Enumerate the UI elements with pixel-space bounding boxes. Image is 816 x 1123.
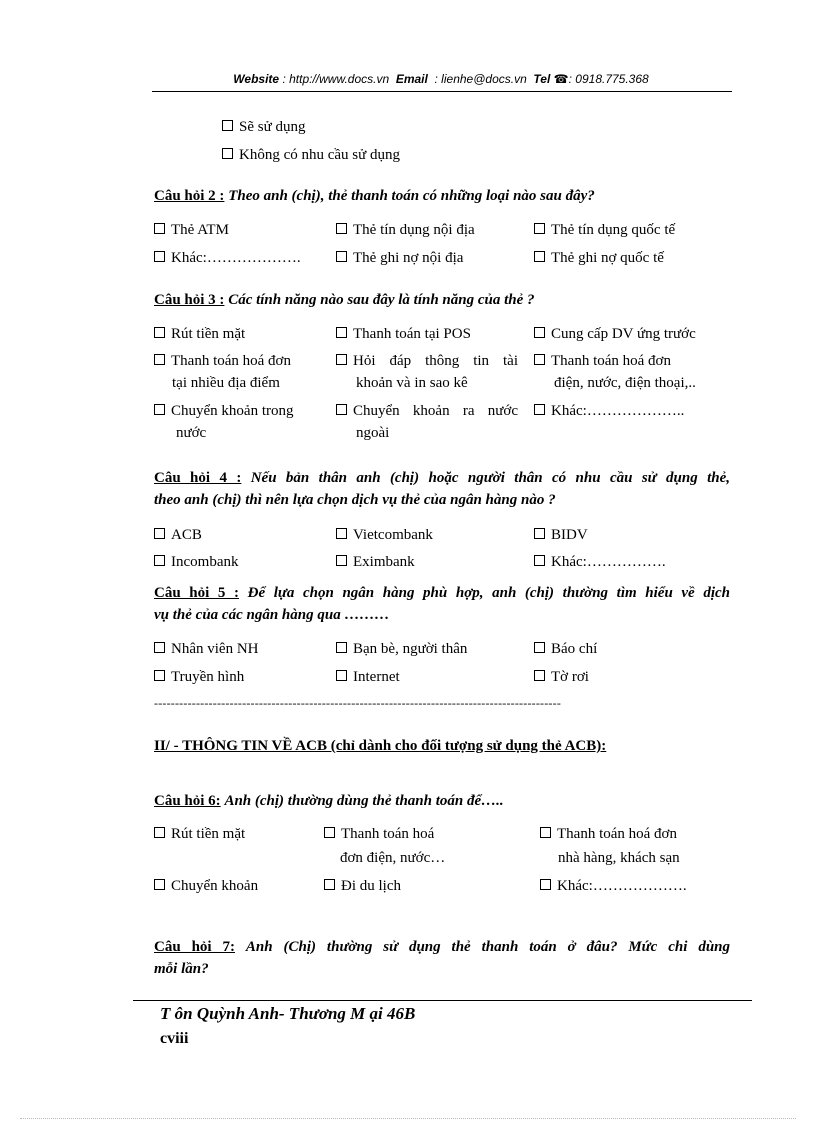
- checkbox-icon[interactable]: [324, 879, 335, 890]
- q2-option[interactable]: Thẻ ATM: [154, 221, 229, 239]
- checkbox-icon[interactable]: [540, 827, 551, 838]
- checkbox-icon[interactable]: [154, 354, 165, 365]
- q4-line1: Nếu bản thân anh (chị) hoặc người thân có nhu cầu sử dụng thẻ,: [250, 470, 731, 486]
- q4-option[interactable]: Eximbank: [336, 553, 415, 571]
- checkbox-icon[interactable]: [222, 120, 233, 131]
- q6-option[interactable]: Rút tiền mặt: [154, 825, 245, 843]
- section-2-title: II/ - THÔNG TIN VỀ ACB (chỉ dành cho đối tượng sử dụng thẻ ACB):: [154, 738, 607, 754]
- checkbox-icon[interactable]: [154, 327, 165, 338]
- q3-option[interactable]: Hỏi đáp thông tin tài khoản và in sao kê: [336, 352, 518, 392]
- q6-text: Anh (chị) thường dùng thẻ thanh toán để…..: [224, 793, 504, 809]
- email-label: Email: [395, 72, 428, 86]
- checkbox-icon[interactable]: [534, 354, 545, 365]
- checkbox-icon[interactable]: [336, 354, 347, 365]
- q4-label: Câu hỏi 4 :: [154, 470, 242, 486]
- q2-label: Câu hỏi 2 :: [154, 188, 225, 204]
- checkbox-icon[interactable]: [540, 879, 551, 890]
- q4-option[interactable]: ACB: [154, 526, 202, 544]
- website-label: Website: [233, 72, 280, 86]
- q4-option[interactable]: Incombank: [154, 553, 238, 571]
- q5-option[interactable]: Nhân viên NH: [154, 640, 258, 658]
- q2-option[interactable]: Thẻ ghi nợ nội địa: [336, 249, 463, 267]
- checkbox-icon[interactable]: [154, 404, 165, 415]
- q2-option[interactable]: Thẻ ghi nợ quốc tế: [534, 249, 664, 267]
- q4-option[interactable]: Vietcombank: [336, 526, 433, 544]
- checkbox-icon[interactable]: [534, 670, 545, 681]
- q2-text: Theo anh (chị), thẻ thanh toán có những loại nào sau đây?: [228, 188, 595, 204]
- q2-option[interactable]: Khác:……………….: [154, 249, 301, 267]
- page-edge-dots: [20, 1118, 796, 1119]
- q3-option[interactable]: Cung cấp DV ứng trước: [534, 325, 696, 343]
- q5-line1: Để lựa chọn ngân hàng phù hợp, anh (chị) thường tìm hiểu về dịch: [247, 585, 730, 601]
- q7-label: Câu hỏi 7:: [154, 939, 235, 955]
- q6-option[interactable]: Đi du lịch: [324, 877, 401, 895]
- q4-option[interactable]: Khác:…………….: [534, 553, 666, 571]
- checkbox-icon[interactable]: [534, 251, 545, 262]
- checkbox-icon[interactable]: [154, 827, 165, 838]
- q3-text: Các tính năng nào sau đây là tính năng của thẻ ?: [228, 292, 535, 308]
- q5-line2: vụ thẻ của các ngân hàng qua ………: [154, 607, 390, 623]
- q6-question: [154, 790, 504, 812]
- checkbox-icon[interactable]: [154, 670, 165, 681]
- q3-option[interactable]: Thanh toán hoá đơn điện, nước, điện thoại,..: [534, 352, 734, 392]
- checkbox-icon[interactable]: [154, 251, 165, 262]
- q4-question: [154, 467, 730, 511]
- q3-option[interactable]: Thanh toán hoá đơn tại nhiều địa điểm: [154, 352, 322, 392]
- checkbox-icon[interactable]: [534, 642, 545, 653]
- q6-label: Câu hỏi 6:: [154, 793, 221, 809]
- checkbox-icon[interactable]: [336, 642, 347, 653]
- q5-option[interactable]: Internet: [336, 668, 400, 686]
- q6-option[interactable]: Chuyển khoản: [154, 877, 258, 895]
- header-rule: [152, 91, 732, 92]
- checkbox-icon[interactable]: [222, 148, 233, 159]
- checkbox-icon[interactable]: [534, 528, 545, 539]
- q2-option[interactable]: Thẻ tín dụng quốc tế: [534, 221, 675, 239]
- tel-value: : 0918.775.368: [568, 72, 649, 86]
- footer-rule: [133, 1000, 752, 1001]
- q2-option[interactable]: Thẻ tín dụng nội địa: [336, 221, 475, 239]
- page-number: cviii: [160, 1030, 189, 1047]
- checkbox-icon[interactable]: [154, 879, 165, 890]
- checkbox-icon[interactable]: [336, 404, 347, 415]
- q4-option[interactable]: BIDV: [534, 526, 588, 544]
- website-value: : http://www.docs.vn: [282, 72, 390, 86]
- checkbox-icon[interactable]: [154, 642, 165, 653]
- q5-option[interactable]: Báo chí: [534, 640, 597, 658]
- q3-option[interactable]: Rút tiền mặt: [154, 325, 245, 343]
- q5-question: [154, 582, 730, 626]
- checkbox-icon[interactable]: [534, 223, 545, 234]
- q5-option[interactable]: Truyền hình: [154, 668, 244, 686]
- phone-icon: ☎: [553, 72, 569, 86]
- q1-option-2[interactable]: Không có nhu cầu sử dụng: [222, 146, 400, 164]
- checkbox-icon[interactable]: [336, 528, 347, 539]
- checkbox-icon[interactable]: [534, 555, 545, 566]
- checkbox-icon[interactable]: [336, 223, 347, 234]
- checkbox-icon[interactable]: [336, 327, 347, 338]
- q1-option-1[interactable]: Sẽ sử dụng: [222, 118, 305, 136]
- footer-author: T ôn Quỳnh Anh- Thương M ại 46B: [160, 1004, 416, 1023]
- q7-line1: Anh (Chị) thường sử dụng thẻ thanh toán ở đâu? Mức chi dùng: [245, 939, 730, 955]
- checkbox-icon[interactable]: [534, 327, 545, 338]
- q7-line2: mỗi lần?: [154, 961, 209, 977]
- q3-option[interactable]: Chuyển khoản trong nước: [154, 402, 322, 442]
- checkbox-icon[interactable]: [336, 555, 347, 566]
- q5-option[interactable]: Bạn bè, người thân: [336, 640, 467, 658]
- tel-label: Tel: [533, 72, 551, 86]
- checkbox-icon[interactable]: [336, 251, 347, 262]
- q3-option[interactable]: Chuyển khoản ra nước ngoài: [336, 402, 518, 442]
- q3-option[interactable]: Thanh toán tại POS: [336, 325, 471, 343]
- q3-question: [154, 289, 535, 311]
- dashed-divider: -------------------------------------------------------------------------------------------------: [154, 696, 562, 710]
- q7-question: [154, 936, 730, 980]
- q5-option[interactable]: Tờ rơi: [534, 668, 589, 686]
- q3-label: Câu hỏi 3 :: [154, 292, 225, 308]
- q6-option[interactable]: Thanh toán hoá đơn nhà hàng, khách sạn: [540, 825, 680, 867]
- page-header: [150, 72, 732, 86]
- checkbox-icon[interactable]: [154, 528, 165, 539]
- checkbox-icon[interactable]: [154, 555, 165, 566]
- checkbox-icon[interactable]: [534, 404, 545, 415]
- checkbox-icon[interactable]: [154, 223, 165, 234]
- checkbox-icon[interactable]: [336, 670, 347, 681]
- checkbox-icon[interactable]: [324, 827, 335, 838]
- q5-label: Câu hỏi 5 :: [154, 585, 240, 601]
- q6-option[interactable]: Khác:……………….: [540, 877, 687, 895]
- q4-line2: theo anh (chị) thì nên lựa chọn dịch vụ thẻ của ngân hàng nào ?: [154, 492, 556, 508]
- q6-option[interactable]: Thanh toán hoá đơn điện, nước…: [324, 825, 445, 867]
- email-value: : lienhe@docs.vn: [434, 72, 527, 86]
- q3-option[interactable]: Khác:………………..: [534, 402, 684, 420]
- q2-question: [154, 185, 595, 207]
